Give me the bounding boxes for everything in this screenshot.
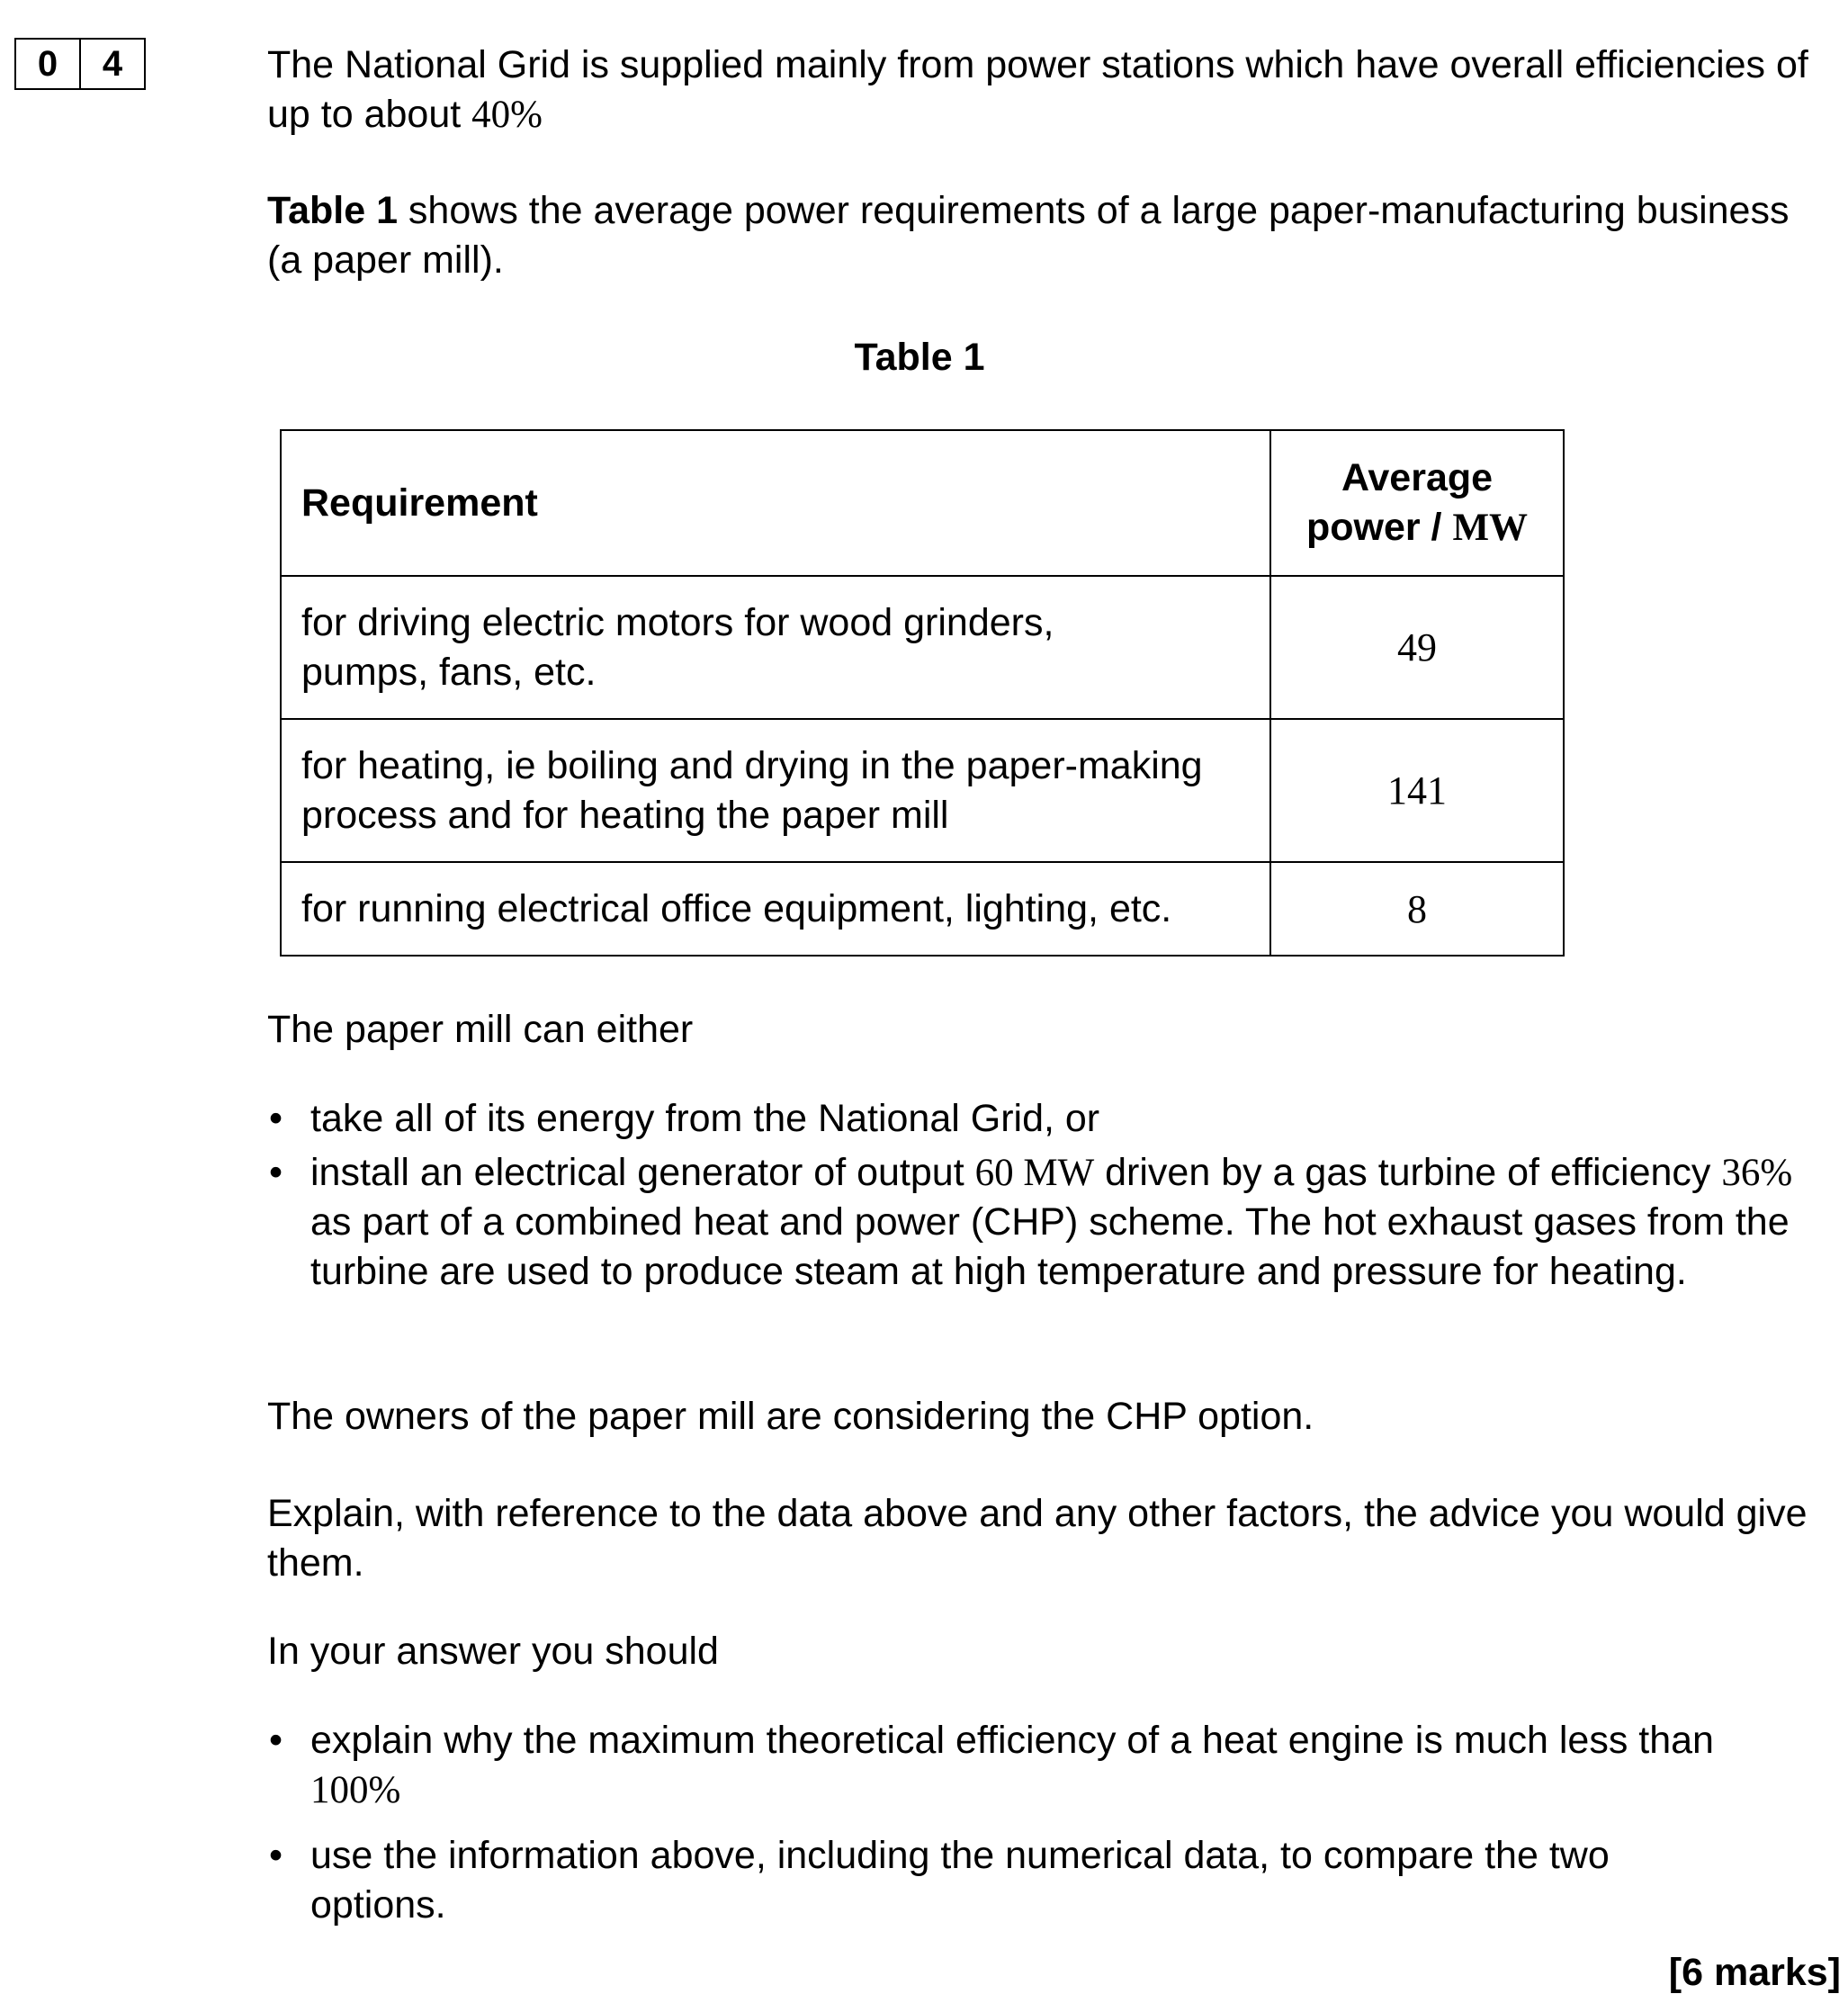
option-chp-text-b: driven by a gas turbine of efficiency xyxy=(1094,1151,1722,1194)
intro-paragraph-1 xyxy=(267,40,1833,139)
table-row xyxy=(281,719,1564,862)
question-number-box xyxy=(14,38,146,90)
question-number-digit-1: 0 xyxy=(37,44,58,84)
owners-paragraph xyxy=(267,1392,1833,1442)
either-paragraph xyxy=(267,1005,1833,1055)
intro-text-2: shows the average power requirements of a large paper-manufacturing business (a paper mill). xyxy=(267,189,1790,282)
requirement-cell: for running electrical office equipment, lighting, etc. xyxy=(281,862,1270,956)
table-row xyxy=(281,576,1564,719)
table-header-row xyxy=(281,430,1564,576)
either-text: The paper mill can either xyxy=(267,1008,694,1051)
option-national-grid: • take all of its energy from the National Grid, or xyxy=(267,1094,1833,1144)
header-power-line2: power / xyxy=(1305,506,1453,549)
requirement-cell: for driving electric motors for wood grinders, pumps, fans, etc. xyxy=(281,576,1270,719)
answer-point-1-text: explain why the maximum theoretical efficiency of a heat engine is much less than xyxy=(310,1719,1714,1762)
requirement-cell: for heating, ie boiling and drying in the paper-making process and for heating the paper mill xyxy=(281,719,1270,862)
power-cell: 8 xyxy=(1270,862,1564,956)
header-requirement: Requirement xyxy=(281,430,1270,576)
power-cell: 141 xyxy=(1270,719,1564,862)
generator-output-value: 60 MW xyxy=(974,1152,1095,1194)
answer-point-efficiency xyxy=(267,1716,1833,1815)
answer-points-list xyxy=(267,1716,1833,1935)
header-average-power xyxy=(1270,430,1564,576)
power-requirements-table xyxy=(280,429,1565,957)
table-reference: Table 1 xyxy=(267,189,398,232)
turbine-efficiency-value: 36% xyxy=(1721,1152,1793,1194)
marks-label: [6 marks] xyxy=(1668,1951,1841,1994)
explain-text: Explain, with reference to the data above and any other factors, the advice you would give them. xyxy=(267,1492,1808,1585)
intro-paragraph-2 xyxy=(267,186,1833,285)
header-power-line1: Average xyxy=(1341,456,1494,499)
answer-point-compare: • use the information above, including the numerical data, to compare the two options. xyxy=(267,1831,1833,1930)
owners-text: The owners of the paper mill are considering the CHP option. xyxy=(267,1395,1314,1438)
should-text: In your answer you should xyxy=(267,1630,719,1673)
table-title: Table 1 xyxy=(854,336,985,379)
should-paragraph xyxy=(267,1627,1833,1676)
question-number-digit-2: 4 xyxy=(79,40,144,88)
options-list xyxy=(267,1094,1833,1301)
intro-text-1: The National Grid is supplied mainly from power stations which have overall efficiencies of up to about xyxy=(267,43,1808,136)
explain-paragraph xyxy=(267,1489,1833,1588)
hundred-percent-value: 100% xyxy=(310,1769,401,1811)
option-chp xyxy=(267,1148,1833,1297)
table-row xyxy=(281,862,1564,956)
efficiency-value: 40% xyxy=(471,94,543,136)
power-cell: 49 xyxy=(1270,576,1564,719)
header-power-unit: MW xyxy=(1452,507,1529,549)
option-chp-text-a: install an electrical generator of output xyxy=(310,1151,975,1194)
option-chp-text-c: as part of a combined heat and power (CHP) scheme. The hot exhaust gases from the turbine are used to produce steam at high temperature and pressure for heating. xyxy=(310,1200,1790,1293)
